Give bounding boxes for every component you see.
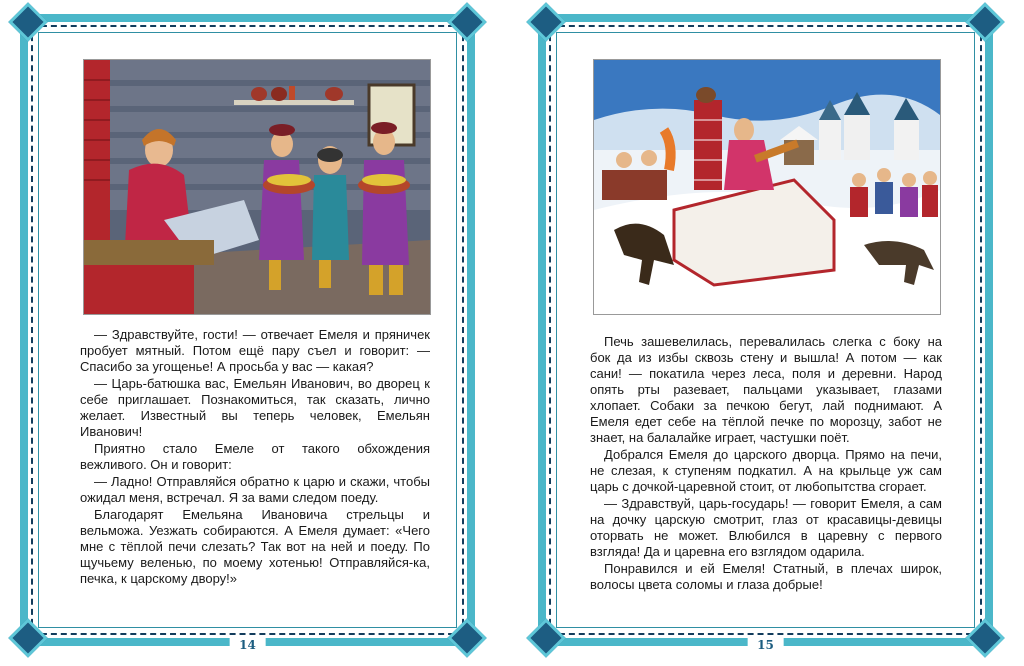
paragraph: Благодарят Емельяна Ивановича стрельцы и вельможа. Уезжать собираются. А Емеля думает: «Чего мне с тёплой печи слезать? Так вот на ней и поеду. По щучьему веленью, по моему хотенью! Отправляйся-ка, печка, к царскому двору!» xyxy=(80,507,430,586)
paragraph: — Здравствуйте, гости! — отвечает Емеля и пряничек пробует мятный. Потом ещё пару съел и говорит: — Спасибо за угощенье! А просьба у вас — какая? xyxy=(80,327,430,374)
paragraph: — Царь-батюшка вас, Емельян Иванович, во дворец к себе приглашает. Познакомиться, так сказать, лично желает. Известный вы теперь человек, Емельян Иванович! xyxy=(80,376,430,439)
story-text xyxy=(80,327,430,588)
paragraph: Печь зашевелилась, перевалилась слегка с боку на бок да из избы сквозь стену и вышла! А потом — как сани! — покатила через леса, поля и деревни. Народ опять рты разевает, пальцами указывает, глазами хлопает. Собаки за печкою бегут, лай поднимают. А Емеля едет себе на тёплой печке по морозцу, забот не знает, на балалайке играет, частушки поёт. xyxy=(590,334,942,445)
right-page xyxy=(538,14,993,652)
left-page xyxy=(20,14,475,652)
paragraph: Добрался Емеля до царского дворца. Прямо на печи, не слезая, к ступеням подкатил. А на крыльце уж сам царь с дочкой-царевной стоит, от любопытства сгорает. xyxy=(590,447,942,494)
paragraph: — Ладно! Отправляйся обратно к царю и скажи, чтобы ожидал меня, встречал. Я за вами следом поеду. xyxy=(80,474,430,505)
paragraph: Приятно стало Емеле от такого обхождения вежливого. Он и говорит: xyxy=(80,441,430,472)
illustration-emelya-guests xyxy=(83,59,431,315)
page-number: 14 xyxy=(229,638,266,652)
page-number: 15 xyxy=(747,638,784,652)
paragraph: — Здравствуй, царь-государь! — говорит Емеля, а сам на дочку царскую смотрит, глаз от красавицы-девицы оторвать не может. Влюбился в царевну с первого взгляда! Да и царевна его взглядом одарила. xyxy=(590,496,942,559)
paragraph: Понравился и ей Емеля! Статный, в плечах широк, волосы цвета соломы и глаза добрые! xyxy=(590,561,942,592)
illustration-stove-ride xyxy=(593,59,941,315)
story-text xyxy=(590,334,942,594)
